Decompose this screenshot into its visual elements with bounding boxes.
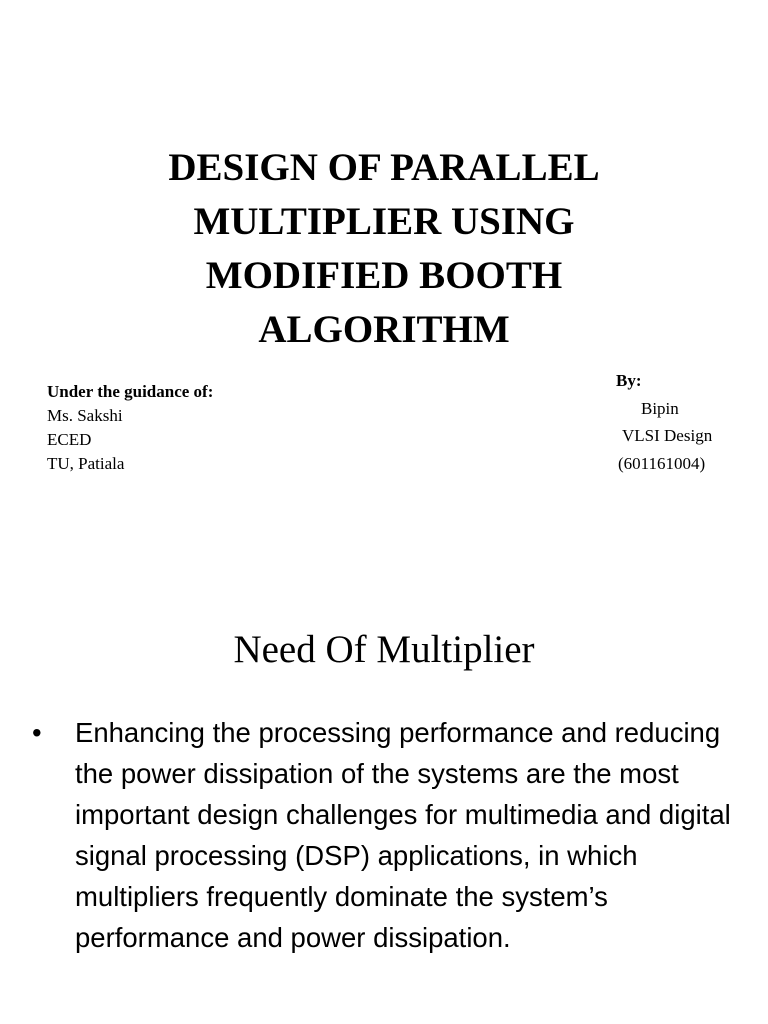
bullet-text: Enhancing the processing performance and reducing the power dissipation of the systems are the most important design challenges for multimedia and digital signal processing (DSP) applications, in which multipliers frequently dominate the system’s performance and power dissipation. — [75, 717, 731, 953]
title-line: ALGORITHM — [258, 308, 510, 351]
content-slide — [0, 576, 768, 1024]
by-label: By: — [616, 371, 642, 390]
guide-name: Ms. Sakshi — [47, 406, 123, 425]
title-line: MODIFIED BOOTH — [205, 254, 563, 297]
guidance-heading: Under the guidance of: — [47, 382, 214, 401]
guidance-block — [47, 380, 213, 476]
guide-institution: TU, Patiala — [47, 454, 125, 473]
bullet-list — [32, 712, 732, 958]
title-line: DESIGN OF PARALLEL — [168, 146, 600, 189]
author-course: VLSI Design — [622, 426, 713, 445]
slide-title: Need Of Multiplier — [233, 628, 535, 671]
guide-department: ECED — [47, 430, 92, 449]
author-roll-number: (601161004) — [618, 454, 706, 473]
title-line: MULTIPLIER USING — [193, 200, 575, 243]
bullet-icon: • — [32, 717, 42, 748]
author-name: Bipin — [641, 399, 679, 418]
slide-title — [0, 141, 768, 357]
list-item — [32, 712, 732, 958]
